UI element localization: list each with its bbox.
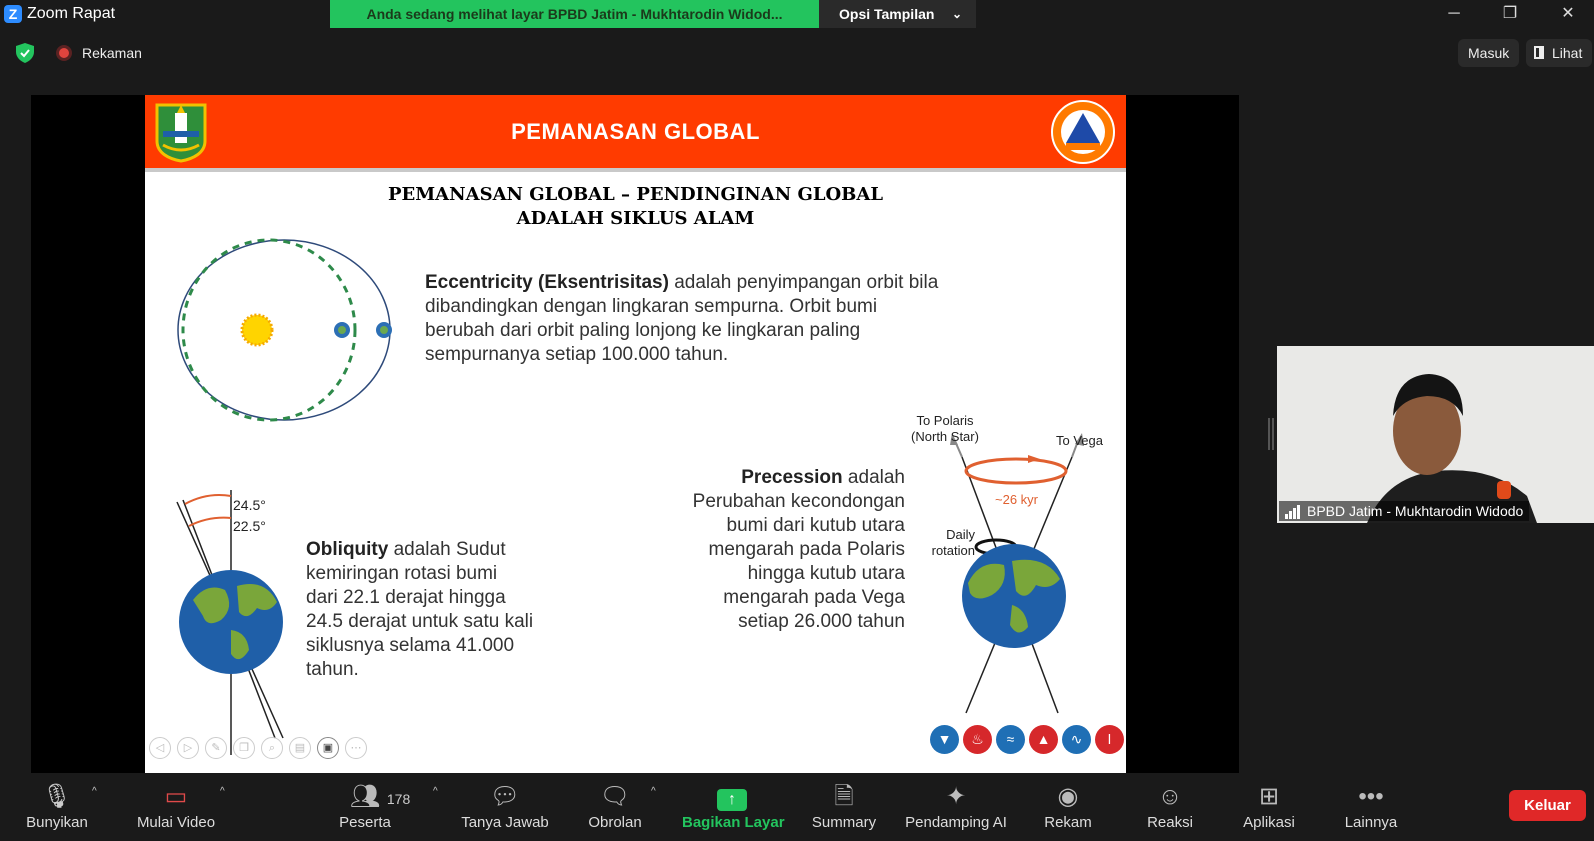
bpbd-emblem-icon (1050, 99, 1116, 165)
to-vega-label: To Vega (1056, 433, 1103, 448)
obliquity-line-6: tahun. (306, 659, 359, 680)
zoom-logo-icon: Z (4, 5, 22, 23)
title-bar (0, 0, 1594, 28)
chevron-down-icon: ⌄ (951, 7, 962, 21)
meeting-info-bar (0, 36, 1594, 70)
unmute-label: Bunyikan (26, 814, 88, 831)
share-screen-button[interactable] (682, 776, 785, 841)
shield-icon[interactable] (14, 42, 36, 64)
summary-button[interactable] (806, 776, 882, 841)
polaris-label (905, 413, 985, 445)
slide-subtitle (145, 183, 1126, 231)
obliquity-line-1: adalah Sudut (388, 539, 506, 560)
participants-options-chevron-icon[interactable]: ^ (433, 786, 438, 797)
participant-avatar (1277, 346, 1594, 523)
record-button[interactable] (1038, 776, 1098, 841)
precession-term: Precession (741, 467, 843, 488)
obliquity-line-3: dari 22.1 derajat hingga (306, 587, 506, 608)
precession-line-7: setiap 26.000 tahun (738, 611, 905, 632)
next-slide-icon[interactable]: ▷ (177, 737, 199, 759)
recording-label[interactable]: Rekaman (82, 45, 142, 61)
chat-options-chevron-icon[interactable]: ^ (651, 786, 656, 797)
north-star-label: (North Star) (911, 429, 979, 444)
view-layout-icon (1534, 46, 1544, 59)
obliquity-line-5: siklusnya selama 41.000 (306, 635, 515, 656)
audio-options-chevron-icon[interactable]: ^ (92, 786, 97, 797)
participants-button[interactable] (340, 776, 420, 841)
rotation-label: rotation (931, 543, 975, 558)
meeting-toolbar (0, 776, 1594, 841)
copy-icon[interactable]: ❐ (233, 737, 255, 759)
forest-fire-icon: ▲ (1029, 725, 1058, 754)
subtitle-line-2: ADALAH SIKLUS ALAM (516, 208, 755, 229)
precession-line-2: Perubahan kecondongan (692, 491, 905, 512)
participant-name: BPBD Jatim - Mukhtarodin Widodo (1307, 503, 1524, 519)
ai-companion-label: Pendamping AI (905, 814, 1007, 831)
share-banner[interactable]: Anda sedang melihat layar BPBD Jatim - Mukhtarodin Widod... (330, 0, 819, 28)
hazard-icons (930, 725, 1124, 754)
apps-label: Aplikasi (1243, 814, 1295, 831)
eccentricity-text (425, 271, 1105, 367)
video-off-icon: ▭ (164, 783, 188, 810)
share-screen-label: Bagikan Layar (682, 814, 785, 831)
resize-handle[interactable] (1268, 418, 1274, 450)
minimize-icon[interactable]: ─ (1448, 5, 1460, 22)
precession-line-6: mengarah pada Vega (723, 587, 905, 608)
eccentricity-line-3: berubah dari orbit paling lonjong ke lingkaran paling (425, 320, 861, 341)
close-icon[interactable]: ✕ (1561, 5, 1575, 22)
qa-label: Tanya Jawab (461, 814, 549, 831)
emoji-icon: ☺ (1157, 783, 1183, 810)
chat-button[interactable] (580, 776, 650, 841)
fire-icon: ♨ (963, 725, 992, 754)
precession-line-5: hingga kutub utara (747, 563, 905, 584)
eccentricity-line-4: sempurnanya setiap 100.000 tahun. (425, 344, 729, 365)
flood-icon: ≈ (996, 725, 1025, 754)
reactions-button[interactable] (1140, 776, 1200, 841)
precession-diagram (900, 413, 1120, 723)
more-label: Lainnya (1344, 814, 1398, 831)
summary-icon: 🗎︎ (834, 783, 854, 810)
signin-button[interactable]: Masuk (1458, 39, 1519, 67)
record-icon: ◉ (1057, 783, 1079, 810)
ai-companion-button[interactable] (900, 776, 1012, 841)
more-icon[interactable]: ⋯ (345, 737, 367, 759)
subtitle-line-1: PEMANASAN GLOBAL – PENDINGINAN GLOBAL (388, 184, 883, 205)
precession-line-1: adalah (842, 467, 905, 488)
leave-button[interactable]: Keluar (1509, 790, 1586, 821)
daily-rotation-label (921, 527, 975, 559)
obliquity-term: Obliquity (306, 539, 389, 560)
start-video-button[interactable] (130, 776, 222, 841)
cycle-label: ~26 kyr (995, 492, 1038, 507)
zoom-icon[interactable]: ⌕ (261, 737, 283, 759)
participant-video-tile[interactable] (1277, 346, 1594, 523)
signal-icon (1285, 505, 1301, 519)
view-options-label: Opsi Tampilan (839, 6, 935, 22)
prev-slide-icon[interactable]: ◁ (149, 737, 171, 759)
start-video-label: Mulai Video (136, 814, 216, 831)
slide-toolbar (149, 737, 367, 761)
restore-icon[interactable]: ❐ (1502, 5, 1518, 22)
unmute-button[interactable] (22, 776, 92, 841)
eccentricity-term: Eccentricity (Eksentrisitas) (425, 272, 669, 293)
more-button[interactable] (1338, 776, 1404, 841)
view-options-button[interactable] (819, 0, 976, 28)
presentation-slide (145, 95, 1126, 773)
chat-label: Obrolan (588, 814, 642, 831)
tsunami-icon: ∿ (1062, 725, 1091, 754)
share-screen-icon: ↑ (682, 782, 782, 812)
precession-line-4: mengarah pada Polaris (708, 539, 905, 560)
tornado-icon: ▼ (930, 725, 959, 754)
subtitles-icon[interactable]: ▤ (289, 737, 311, 759)
pen-icon[interactable]: ✎ (205, 737, 227, 759)
angle-low-label: 22.5° (233, 518, 266, 534)
qa-button[interactable] (460, 776, 550, 841)
app-title: Zoom Rapat (27, 5, 116, 22)
sparkle-icon: ✦ (945, 783, 967, 810)
apps-button[interactable] (1236, 776, 1302, 841)
obliquity-line-4: 24.5 derajat untuk satu kali (306, 611, 534, 632)
participants-icon: 👥︎ 178 (349, 783, 411, 810)
participant-name-tag (1279, 501, 1529, 521)
apps-icon: ⊞ (1258, 783, 1280, 810)
camera-icon[interactable]: ▣ (317, 737, 339, 759)
slide-title: PEMANASAN GLOBAL (511, 119, 760, 144)
qa-icon: 💬︎ (489, 783, 521, 810)
more-icon: ••• (1358, 783, 1384, 810)
angle-high-label: 24.5° (233, 497, 266, 513)
participant-count: 178 (386, 791, 411, 807)
record-label: Rekam (1044, 814, 1092, 831)
reactions-label: Reaksi (1147, 814, 1193, 831)
daily-label: Daily (946, 527, 975, 542)
recording-icon (56, 45, 72, 61)
view-label: Lihat (1552, 45, 1583, 61)
obliquity-text (306, 538, 596, 682)
precession-text (615, 466, 905, 634)
chat-icon: 🗨︎ (599, 783, 631, 810)
participants-label: Peserta (339, 814, 391, 831)
obliquity-line-2: kemiringan rotasi bumi (306, 563, 498, 584)
header-divider (145, 168, 1126, 172)
eccentricity-line-1: adalah penyimpangan orbit bila (668, 272, 939, 293)
summary-label: Summary (811, 814, 877, 831)
view-button[interactable] (1526, 39, 1592, 67)
precession-line-3: bumi dari kutub utara (726, 515, 905, 536)
video-options-chevron-icon[interactable]: ^ (220, 786, 225, 797)
eccentricity-line-2: dibandingkan dengan lingkaran sempurna. Orbit bumi (425, 296, 878, 317)
mic-muted-icon: 🎙︎ (41, 783, 73, 810)
eccentricity-diagram (169, 235, 399, 425)
to-polaris-label: To Polaris (916, 413, 974, 428)
thermometer-icon: ǀ (1095, 725, 1124, 754)
